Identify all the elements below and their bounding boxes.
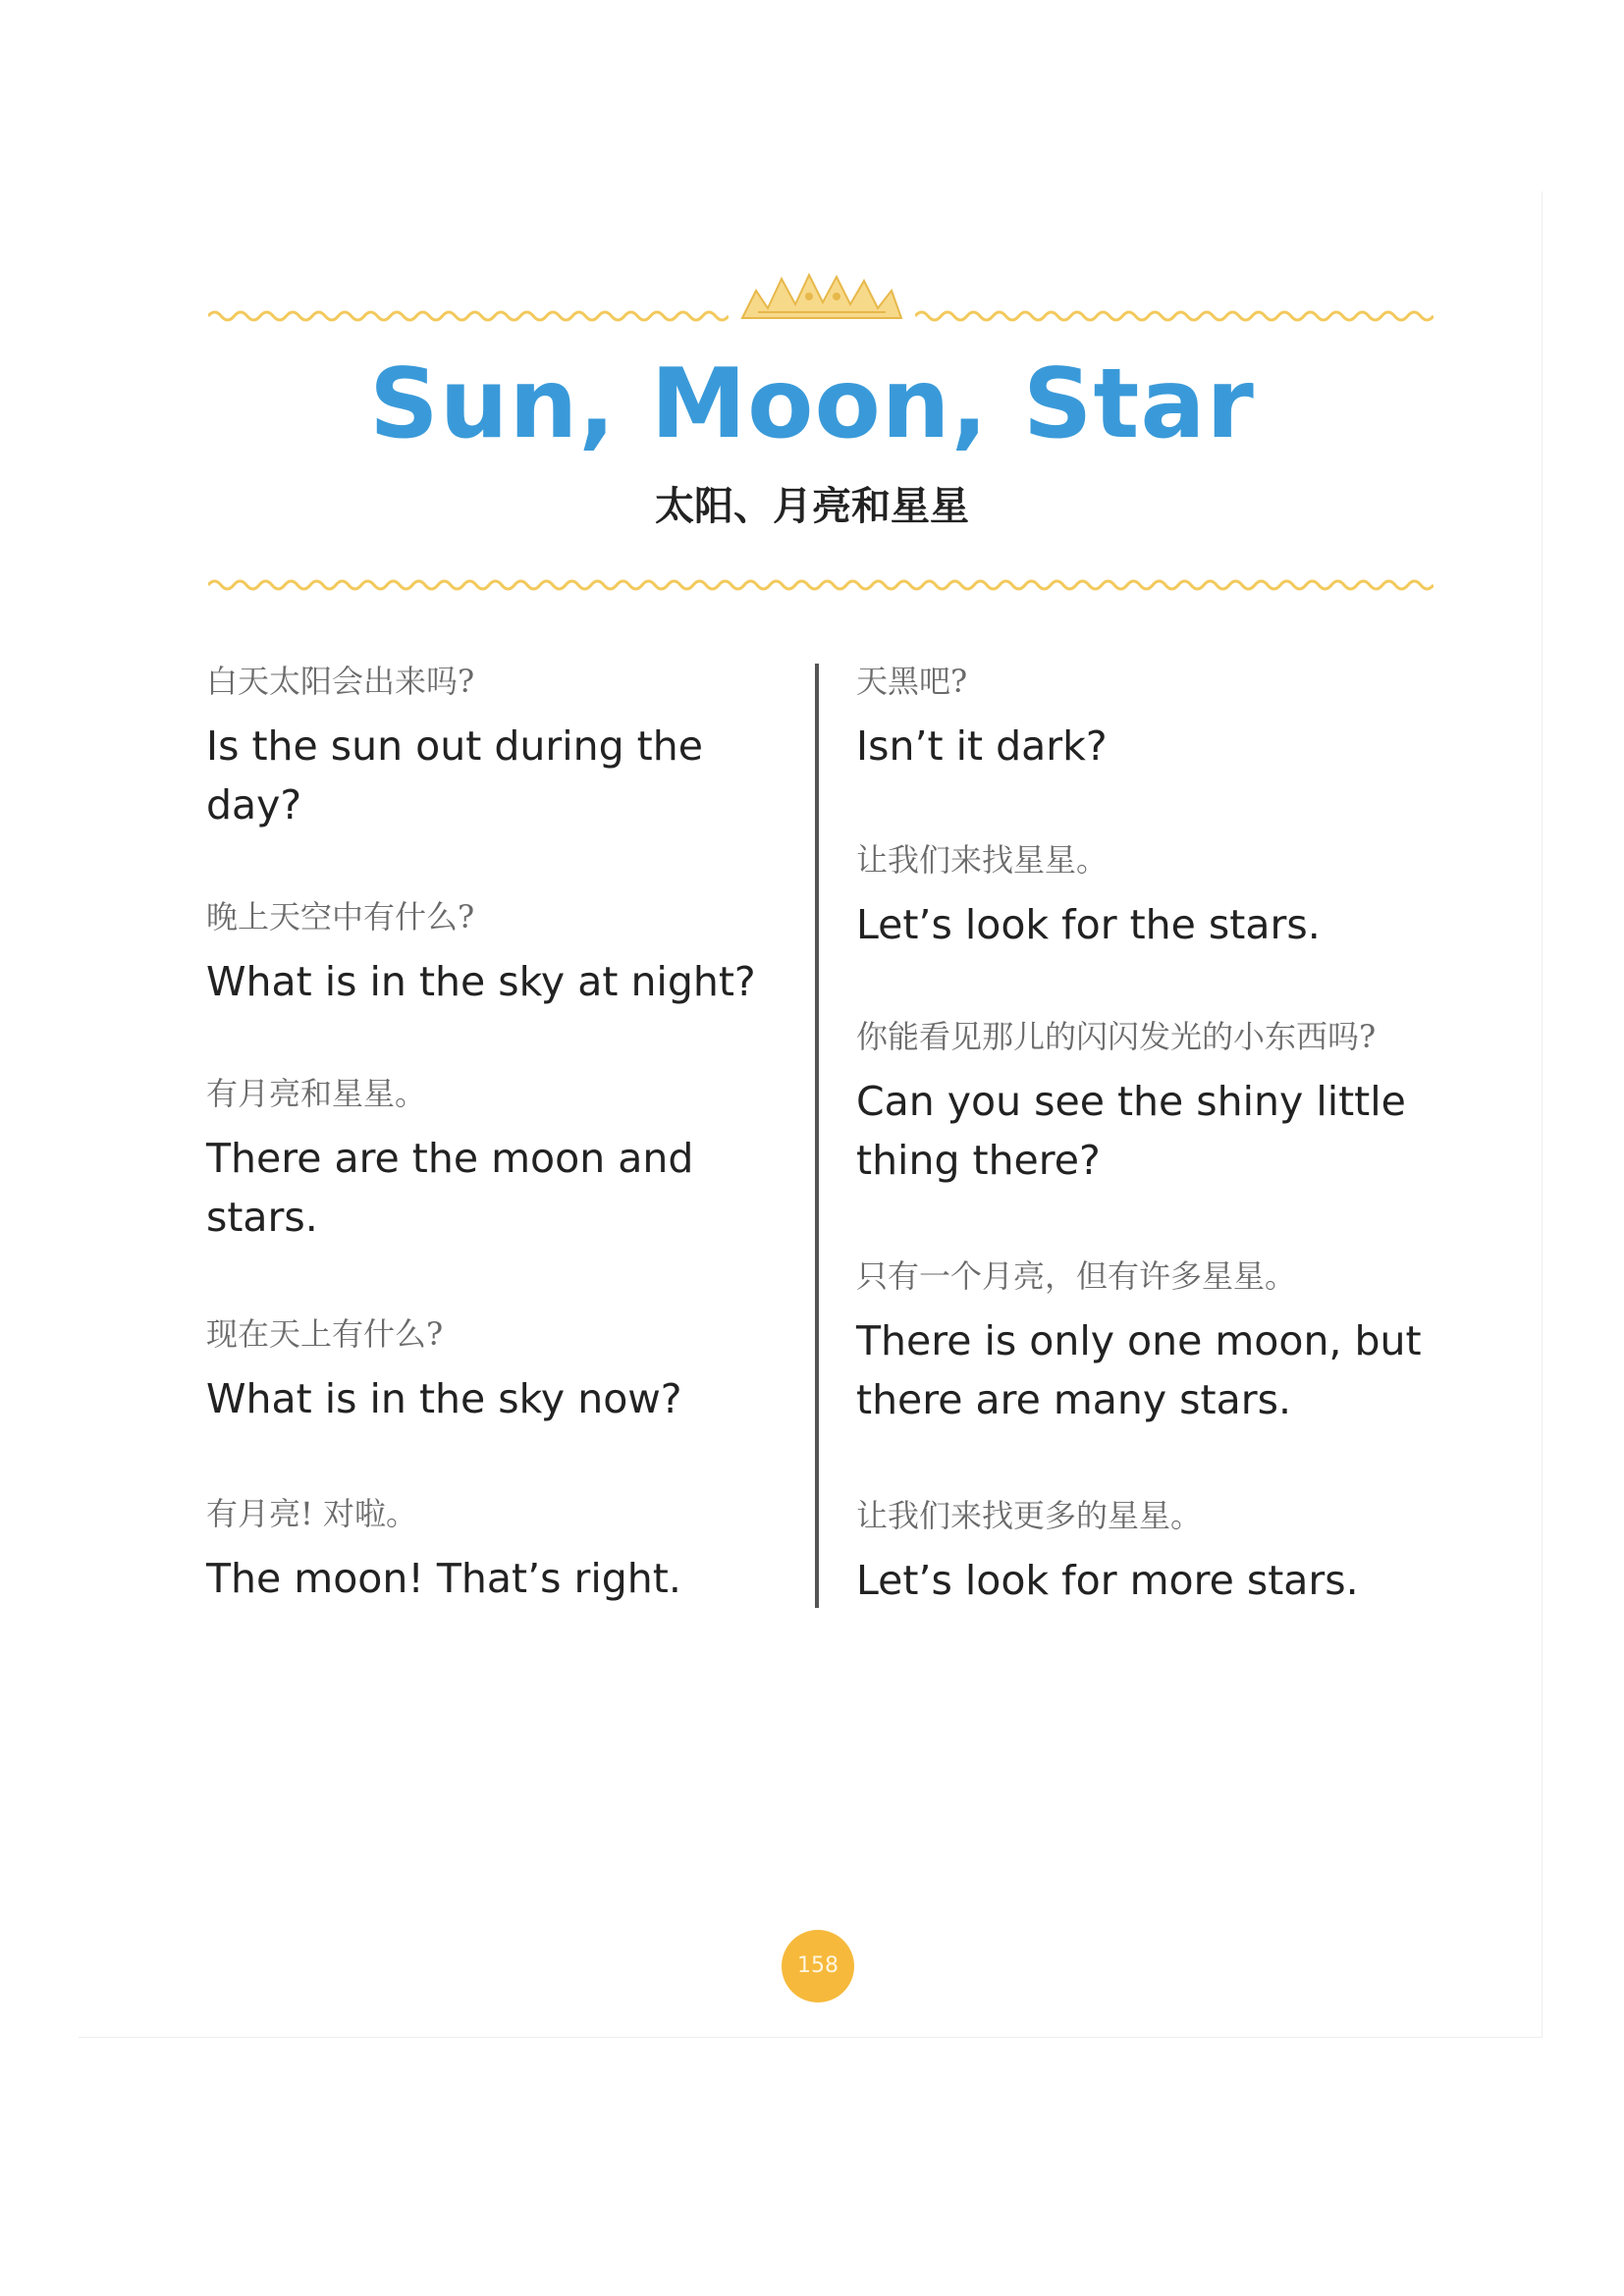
english-line: Let’s look for more stars. — [856, 1557, 1359, 1604]
dialogue-entry — [206, 1312, 682, 1428]
chinese-line: 让我们来找星星。 — [856, 841, 1109, 879]
dialogue-entry — [856, 660, 1108, 775]
dialogue-entry — [206, 660, 776, 834]
chinese-line: 只有一个月亮，但有许多星星。 — [856, 1257, 1297, 1295]
column-divider — [815, 664, 819, 1608]
english-line: Is the sun out during the day? — [206, 722, 703, 828]
top-right-wave-decoration — [915, 306, 1434, 326]
dialogue-entry — [856, 1015, 1445, 1190]
english-line: Let’s look for the stars. — [856, 901, 1321, 948]
page-number-badge: 158 — [782, 1930, 854, 2002]
page-title: Sun, Moon, Star — [369, 348, 1255, 460]
chinese-line: 晚上天空中有什么? — [206, 898, 475, 935]
chinese-line: 有月亮和星星。 — [206, 1075, 427, 1112]
english-line: The moon! That’s right. — [206, 1555, 681, 1602]
chinese-line: 白天太阳会出来吗? — [206, 663, 475, 700]
chinese-line: 现在天上有什么? — [206, 1315, 444, 1353]
english-line: There is only one moon, but there are many stars. — [856, 1317, 1422, 1423]
english-line: There are the moon and stars. — [206, 1135, 694, 1241]
top-left-wave-decoration — [208, 306, 729, 326]
english-line: What is in the sky at night? — [206, 958, 756, 1005]
chinese-line: 有月亮! 对啦。 — [206, 1495, 418, 1532]
chinese-line: 天黑吧? — [856, 663, 968, 700]
dialogue-entry — [206, 1492, 681, 1608]
chinese-line: 你能看见那儿的闪闪发光的小东西吗? — [856, 1018, 1377, 1055]
english-line: Isn’t it dark? — [856, 722, 1108, 770]
dialogue-entry — [856, 1494, 1359, 1610]
dialogue-entry — [856, 838, 1321, 954]
english-line: Can you see the shiny little thing there? — [856, 1078, 1406, 1184]
english-line: What is in the sky now? — [206, 1375, 682, 1422]
crown-decoration-icon — [738, 269, 905, 324]
dialogue-entry — [206, 1072, 776, 1247]
chinese-line: 让我们来找更多的星星。 — [856, 1497, 1203, 1534]
page-subtitle: 太阳、月亮和星星 — [655, 484, 969, 529]
header-bottom-wave-decoration — [208, 575, 1434, 595]
dialogue-entry — [856, 1255, 1445, 1429]
dialogue-entry — [206, 895, 756, 1011]
